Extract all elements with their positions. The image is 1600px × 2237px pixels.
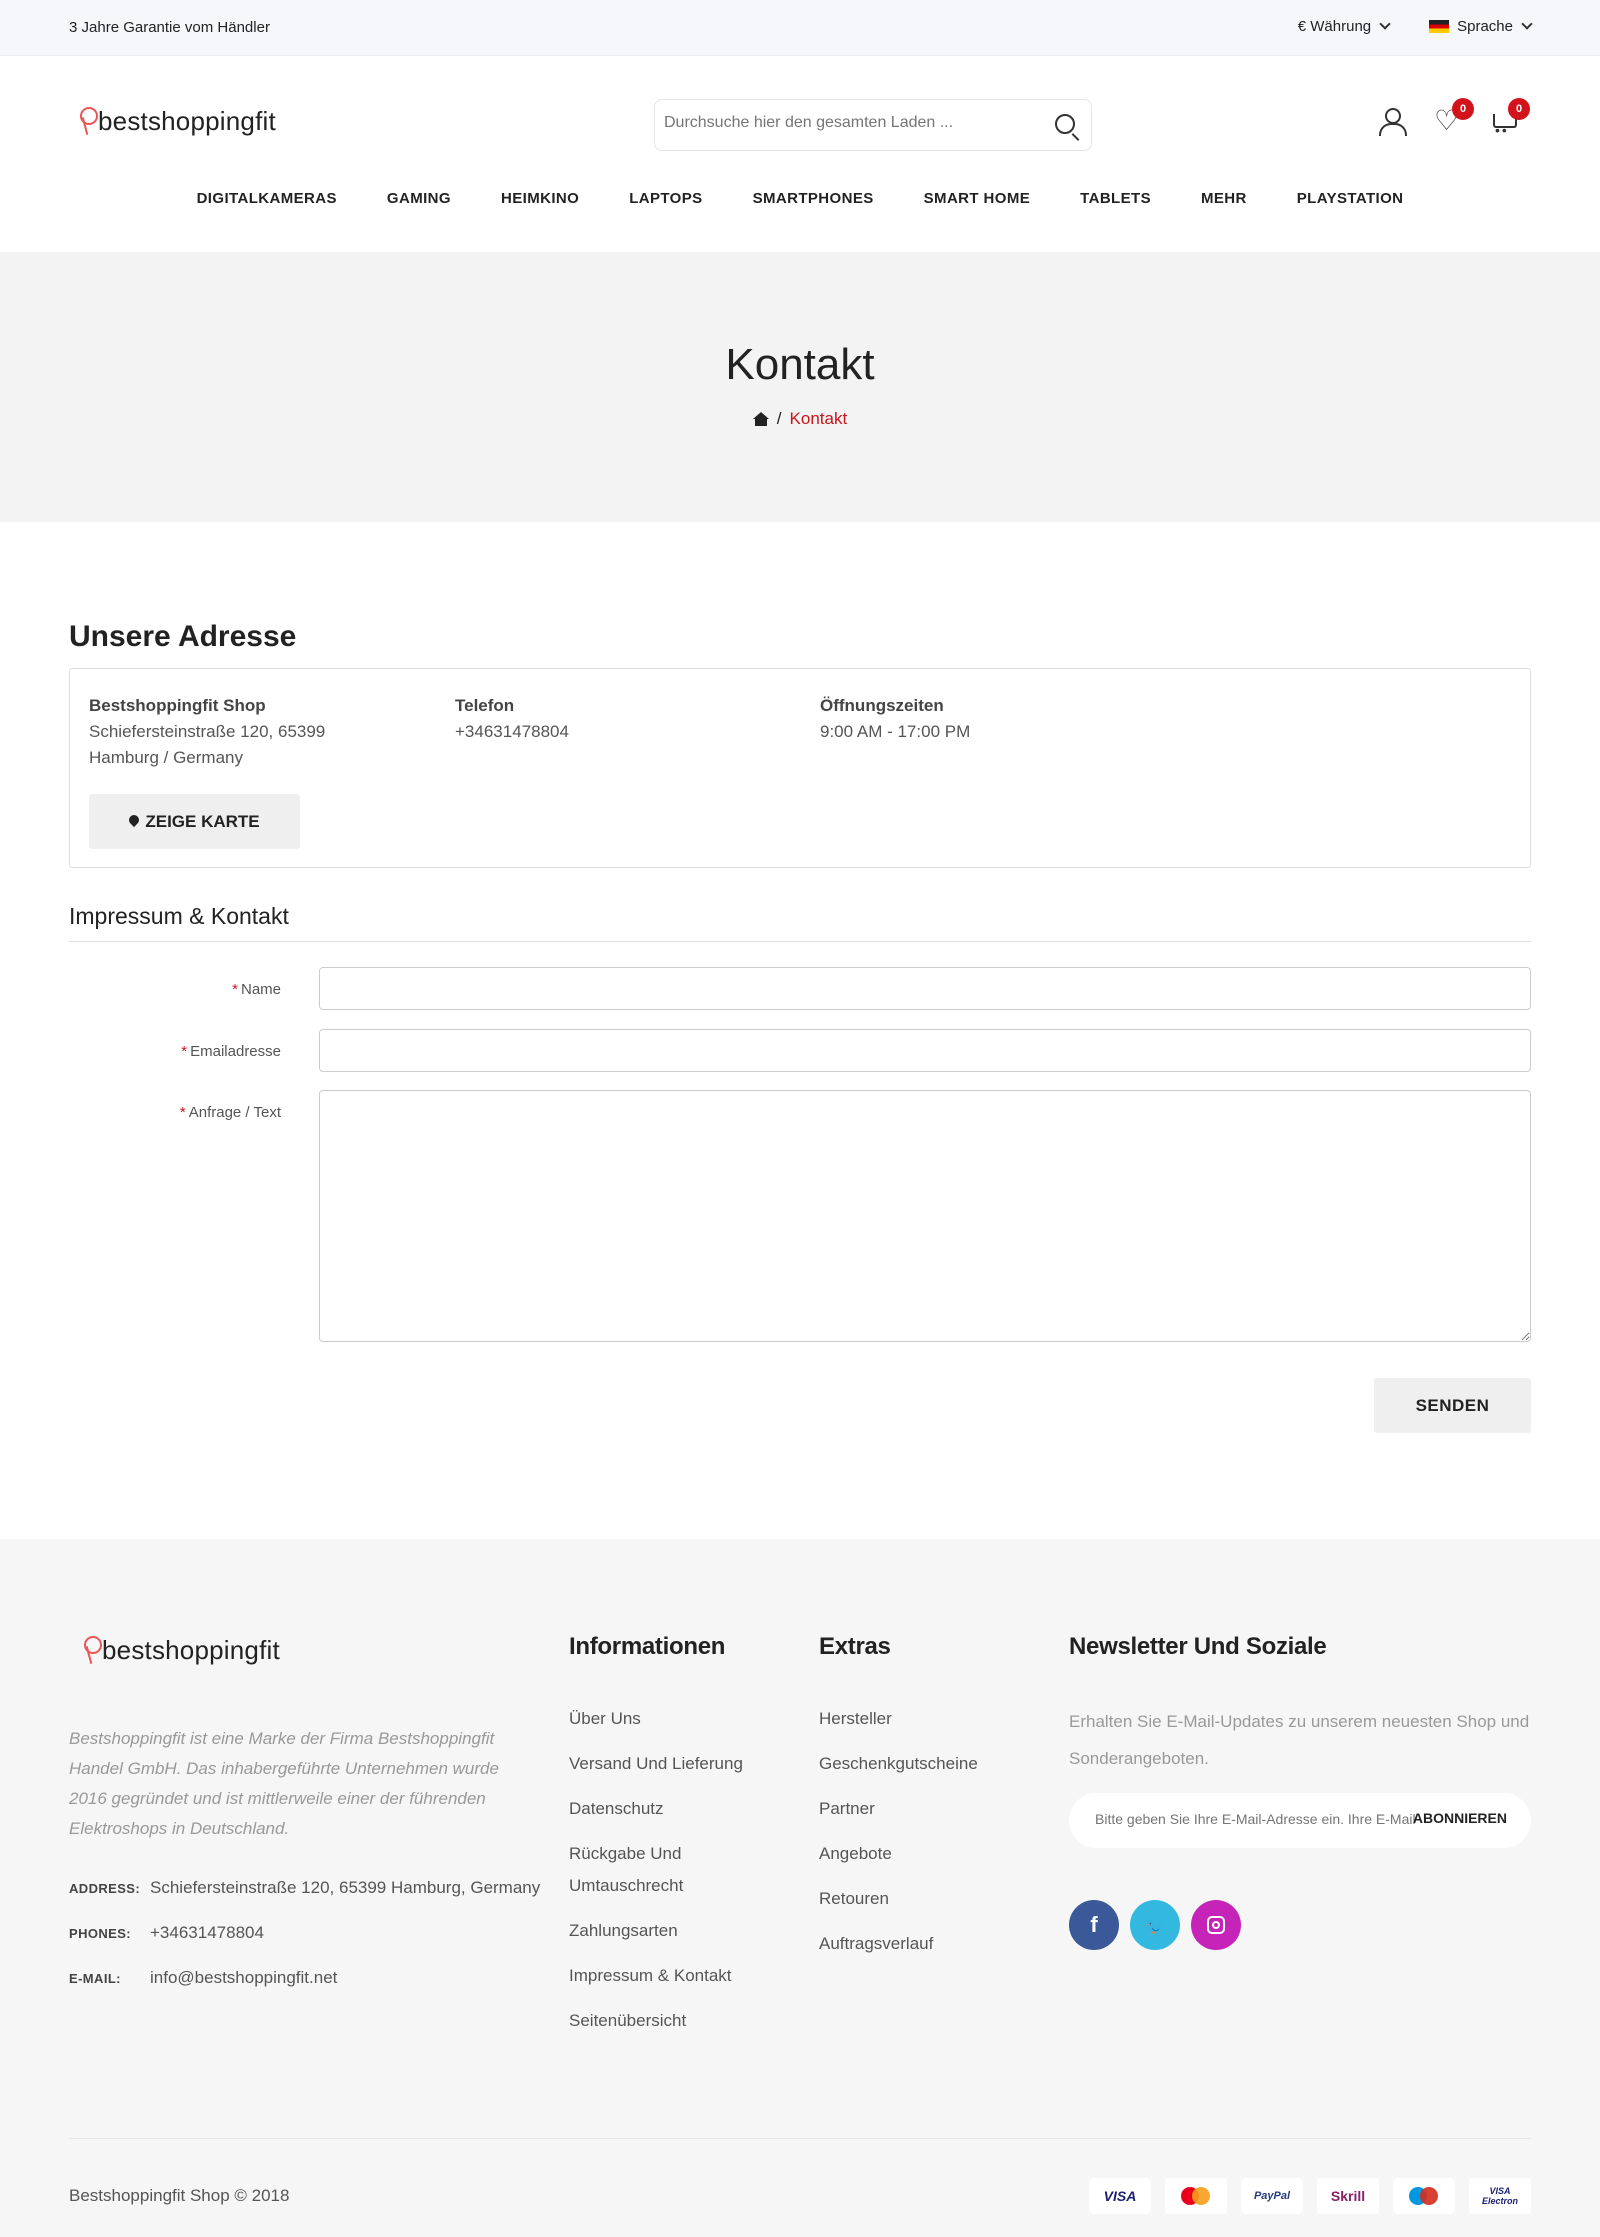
currency-label: € Währung — [1297, 18, 1372, 35]
footer-link-datenschutz[interactable]: Datenschutz — [569, 1799, 664, 1818]
nav-item-smart-home[interactable]: SMART HOME — [923, 190, 1031, 207]
chevron-down-icon — [1379, 18, 1390, 29]
twitter-icon[interactable] — [1130, 1900, 1180, 1950]
chevron-down-icon — [1521, 18, 1532, 29]
instagram-glyph-icon — [1207, 1916, 1225, 1934]
footer-link-seitenuebersicht[interactable]: Seitenübersicht — [569, 2011, 687, 2030]
main-nav — [0, 190, 1600, 207]
flag-de-icon — [1429, 20, 1449, 33]
footer-link-retouren[interactable]: Retouren — [819, 1889, 889, 1908]
language-dropdown[interactable] — [1429, 18, 1531, 35]
facebook-glyph: f — [1090, 1912, 1098, 1937]
required-marker: * — [232, 981, 238, 998]
show-map-label: ZEIGE KARTE — [145, 811, 260, 831]
email-label — [69, 1043, 281, 1060]
top-bar — [0, 0, 1600, 56]
footer-link-zahlungsarten[interactable]: Zahlungsarten — [569, 1921, 678, 1940]
footer-info-title: Informationen — [569, 1633, 726, 1660]
footer-link-rueckgabe[interactable]: Rückgabe Und Umtauschrecht — [569, 1844, 684, 1895]
form-divider — [69, 941, 1531, 942]
footer-link-versand[interactable]: Versand Und Lieferung — [569, 1754, 743, 1773]
footer-info-list — [569, 1703, 769, 2050]
footer — [0, 1539, 1600, 2237]
copyright: Bestshoppingfit Shop © 2018 — [69, 2186, 290, 2205]
subscribe-button[interactable]: ABONNIEREN — [1412, 1810, 1507, 1826]
message-textarea[interactable] — [319, 1090, 1531, 1342]
cart-count-badge: 0 — [1508, 98, 1530, 120]
text-label — [69, 1104, 281, 1121]
payment-methods — [1089, 2178, 1531, 2214]
maestro-icon — [1409, 2187, 1439, 2205]
footer-phones-value: +34631478804 — [150, 1923, 264, 1942]
nav-item-heimkino[interactable]: HEIMKINO — [500, 190, 580, 207]
footer-address-value: Schiefersteinstraße 120, 65399 Hamburg, Germany — [150, 1878, 541, 1897]
footer-link-hersteller[interactable]: Hersteller — [819, 1709, 892, 1728]
instagram-icon[interactable] — [1191, 1900, 1241, 1950]
form-title: Impressum & Kontakt — [69, 903, 289, 929]
phone-label: Telefon — [455, 696, 515, 715]
logo-mark-icon — [82, 1636, 100, 1666]
map-pin-icon — [129, 815, 139, 829]
nav-item-laptops[interactable]: LAPTOPS — [629, 190, 703, 207]
home-icon[interactable] — [753, 412, 769, 426]
email-field[interactable] — [319, 1029, 1531, 1072]
footer-phones-label: PHONES: — [69, 1926, 132, 1941]
facebook-icon[interactable] — [1069, 1900, 1119, 1950]
send-button[interactable]: SENDEN — [1374, 1378, 1531, 1433]
guarantee-text: 3 Jahre Garantie vom Händler — [69, 19, 270, 36]
footer-email-value[interactable]: info@bestshoppingfit.net — [150, 1968, 338, 1987]
footer-logo-text: bestshoppingfit — [102, 1635, 280, 1665]
name-label-text: Name — [240, 981, 281, 998]
site-logo[interactable] — [78, 106, 276, 137]
visa-electron-badge: VISA Electron — [1469, 2178, 1531, 2214]
newsletter-email-input[interactable] — [1095, 1811, 1415, 1827]
page-title: Kontakt — [725, 340, 875, 389]
search-box — [654, 99, 1092, 151]
logo-mark-icon — [78, 107, 96, 137]
user-icon[interactable] — [1378, 108, 1406, 136]
address-hours — [820, 693, 970, 745]
footer-about-text: Bestshoppingfit ist eine Marke der Firma Bestshoppingfit Handel GmbH. Das inhabergeführte Unternehmen wurde 2016 gegründet und ist mittlerweile einer der führenden Elektroshops in Deutschland. — [69, 1729, 499, 1838]
footer-address-label: ADDRESS: — [69, 1881, 141, 1896]
footer-link-partner[interactable]: Partner — [819, 1799, 875, 1818]
footer-link-geschenkgutscheine[interactable]: Geschenkgutscheine — [819, 1754, 978, 1773]
address-phone — [455, 693, 569, 745]
page-title-band — [0, 252, 1600, 522]
address-box — [69, 668, 1531, 868]
required-marker: * — [179, 1104, 186, 1121]
breadcrumb — [0, 409, 1600, 429]
address-shop — [89, 693, 325, 771]
hours-label: Öffnungszeiten — [820, 696, 944, 715]
shop-city: Hamburg / Germany — [89, 748, 243, 767]
social-links — [1069, 1900, 1241, 1950]
footer-link-angebote[interactable]: Angebote — [819, 1844, 892, 1863]
footer-link-ueber-uns[interactable]: Über Uns — [569, 1709, 641, 1728]
twitter-glyph-icon — [1145, 1912, 1165, 1938]
address-title: Unsere Adresse — [69, 620, 297, 653]
footer-logo[interactable] — [82, 1635, 280, 1666]
text-label-text: Anfrage / Text — [188, 1104, 281, 1121]
phone-value: +34631478804 — [455, 722, 569, 741]
name-field[interactable] — [319, 967, 1531, 1010]
shop-name: Bestshoppingfit Shop — [89, 696, 266, 715]
required-marker: * — [181, 1043, 188, 1060]
newsletter-form — [1069, 1793, 1531, 1848]
mastercard-badge — [1165, 2178, 1227, 2214]
name-label — [69, 981, 281, 998]
language-label: Sprache — [1457, 18, 1513, 35]
footer-extras-list — [819, 1703, 1039, 1973]
hours-value: 9:00 AM - 17:00 PM — [820, 722, 971, 741]
currency-dropdown[interactable] — [1298, 18, 1389, 35]
shop-street: Schiefersteinstraße 120, 65399 — [89, 722, 326, 741]
breadcrumb-separator: / — [776, 409, 782, 428]
cart-button[interactable] — [1490, 103, 1523, 136]
visa-badge: VISA — [1089, 2178, 1151, 2214]
nav-item-gaming[interactable]: GAMING — [386, 190, 451, 207]
breadcrumb-current: Kontakt — [789, 409, 848, 428]
footer-newsletter-text: Erhalten Sie E-Mail-Updates zu unserem neuesten Shop und Sonderangeboten. — [1069, 1712, 1530, 1768]
logo-text: bestshoppingfit — [98, 106, 276, 136]
footer-newsletter-title: Newsletter Und Soziale — [1069, 1633, 1327, 1660]
nav-item-digitalkameras[interactable]: DIGITALKAMERAS — [196, 190, 337, 207]
nav-item-tablets[interactable]: TABLETS — [1080, 190, 1151, 207]
nav-item-playstation[interactable]: PLAYSTATION — [1296, 190, 1404, 207]
skrill-badge: Skrill — [1317, 2178, 1379, 2214]
nav-item-smartphones[interactable]: SMARTPHONES — [752, 190, 874, 207]
footer-extras-title: Extras — [819, 1633, 891, 1660]
paypal-badge: PayPal — [1241, 2178, 1303, 2214]
maestro-badge — [1393, 2178, 1455, 2214]
search-icon[interactable] — [1055, 114, 1075, 134]
footer-email-label: E-MAIL: — [69, 1971, 121, 1986]
email-label-text: Emailadresse — [190, 1043, 281, 1060]
footer-divider — [69, 2138, 1531, 2139]
footer-contact — [69, 1872, 549, 2007]
wishlist-count-badge: ♡ 0 — [1452, 98, 1474, 120]
search-input[interactable] — [664, 114, 1034, 132]
show-map-button[interactable] — [89, 794, 300, 849]
footer-link-impressum[interactable]: Impressum & Kontakt — [569, 1966, 732, 1985]
wishlist-button[interactable] — [1434, 103, 1467, 136]
footer-link-auftragsverlauf[interactable]: Auftragsverlauf — [819, 1934, 934, 1953]
nav-item-mehr[interactable]: MEHR — [1201, 190, 1247, 207]
mastercard-icon — [1181, 2187, 1211, 2205]
